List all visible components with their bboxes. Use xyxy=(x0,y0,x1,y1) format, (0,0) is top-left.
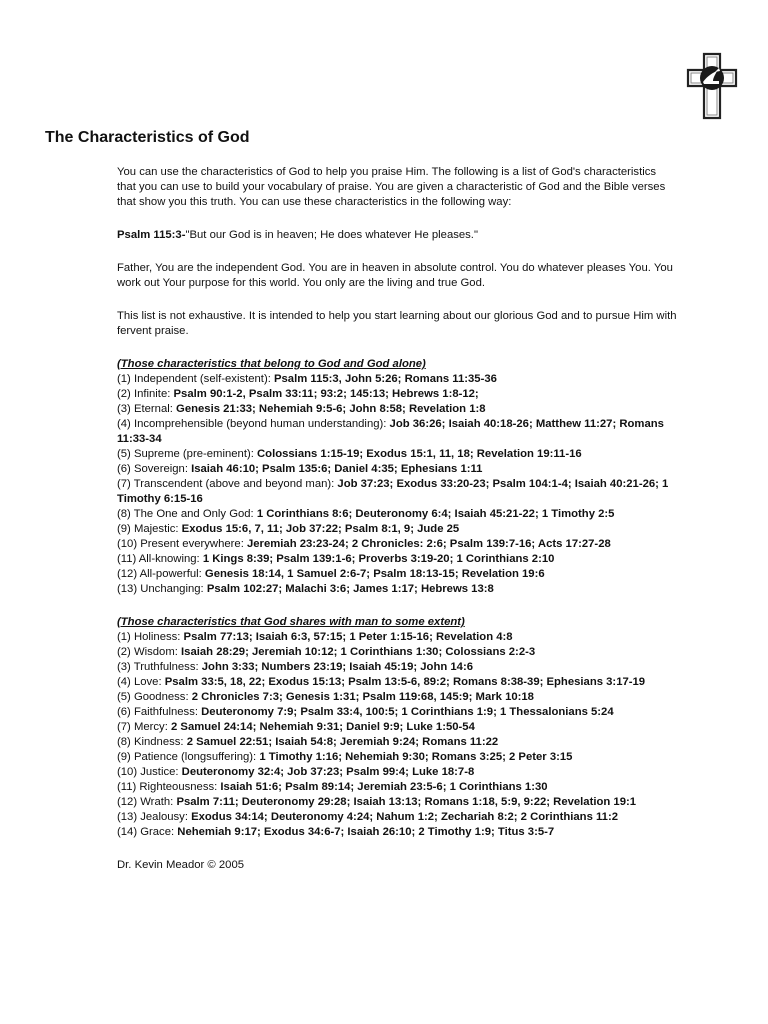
scripture-references: Psalm 90:1-2, Psalm 33:11; 93:2; 145:13; Hebrews 1:8-12; xyxy=(173,388,479,400)
characteristic-label: (13) Jealousy: xyxy=(117,811,192,823)
scripture-references: Isaiah 46:10; Psalm 135:6; Daniel 4:35; Ephesians 1:11 xyxy=(191,463,483,475)
characteristic-item xyxy=(117,645,677,660)
characteristic-label: (8) Kindness: xyxy=(117,736,187,748)
scripture-references: 1 Kings 8:39; Psalm 139:1-6; Proverbs 3:19-20; 1 Corinthians 2:10 xyxy=(202,553,555,565)
scripture-references: 2 Chronicles 7:3; Genesis 1:31; Psalm 119:68, 145:9; Mark 10:18 xyxy=(191,691,534,703)
page-title: The Characteristics of God xyxy=(45,129,250,146)
characteristic-item xyxy=(117,780,677,795)
characteristic-label: (3) Truthfulness: xyxy=(117,661,202,673)
scripture-references: Genesis 18:14, 1 Samuel 2:6-7; Psalm 18:13-15; Revelation 19:6 xyxy=(204,568,545,580)
scripture-references: Job 37:23; Exodus 33:20-23; Psalm 104:1-4; Isaiah 40:21-26; 1 Timothy 6:15-16 xyxy=(117,478,669,505)
section-heading-shared-with-man: (Those characteristics that God shares with man to some extent) xyxy=(117,616,465,628)
characteristic-label: (11) All-knowing: xyxy=(117,553,203,565)
characteristic-label: (9) Majestic: xyxy=(117,523,182,535)
characteristic-item xyxy=(117,567,677,582)
characteristic-label: (6) Faithfulness: xyxy=(117,706,202,718)
characteristics-list-god-alone xyxy=(117,372,677,597)
characteristic-item xyxy=(117,402,677,417)
cross-with-dove-logo-icon xyxy=(686,52,738,120)
characteristic-label: (4) Incomprehensible (beyond human understanding): xyxy=(117,418,390,430)
scripture-references: 1 Timothy 1:16; Nehemiah 9:30; Romans 3:25; 2 Peter 3:15 xyxy=(259,751,573,763)
characteristic-label: (7) Mercy: xyxy=(117,721,171,733)
scripture-references: John 3:33; Numbers 23:19; Isaiah 45:19; John 14:6 xyxy=(201,661,473,673)
section-heading-god-alone: (Those characteristics that belong to God and God alone) xyxy=(117,358,426,370)
scripture-references: Job 36:26; Isaiah 40:18-26; Matthew 11:27; Romans 11:33-34 xyxy=(117,418,664,445)
characteristic-item xyxy=(117,810,677,825)
characteristic-item xyxy=(117,507,677,522)
characteristic-label: (1) Independent (self-existent): xyxy=(117,373,274,385)
example-prayer-paragraph: Father, You are the independent God. You are in heaven in absolute control. You do whatever pleases You. You work out Your purpose for this world. You only are the living and true God. xyxy=(117,262,673,289)
characteristic-item xyxy=(117,372,677,387)
characteristic-label: (7) Transcendent (above and beyond man): xyxy=(117,478,338,490)
scripture-references: Psalm 77:13; Isaiah 6:3, 57:15; 1 Peter 1:15-16; Revelation 4:8 xyxy=(183,631,513,643)
characteristic-label: (1) Holiness: xyxy=(117,631,184,643)
scripture-references: Colossians 1:15-19; Exodus 15:1, 11, 18; Revelation 19:11-16 xyxy=(257,448,582,460)
characteristic-label: (14) Grace: xyxy=(117,826,178,838)
scripture-references: Deuteronomy 32:4; Job 37:23; Psalm 99:4; Luke 18:7-8 xyxy=(181,766,475,778)
characteristic-item xyxy=(117,690,677,705)
characteristic-label: (2) Infinite: xyxy=(117,388,174,400)
scripture-references: Isaiah 28:29; Jeremiah 10:12; 1 Corinthians 1:30; Colossians 2:2-3 xyxy=(181,646,536,658)
characteristic-label: (10) Justice: xyxy=(117,766,182,778)
characteristic-item xyxy=(117,660,677,675)
scripture-references: Exodus 15:6, 7, 11; Job 37:22; Psalm 8:1, 9; Jude 25 xyxy=(181,523,460,535)
characteristic-item xyxy=(117,720,677,735)
characteristic-label: (3) Eternal: xyxy=(117,403,177,415)
characteristic-item xyxy=(117,417,677,447)
scripture-references: Exodus 34:14; Deuteronomy 4:24; Nahum 1:2; Zechariah 8:2; 2 Corinthians 11:2 xyxy=(191,811,618,823)
scripture-references: 2 Samuel 24:14; Nehemiah 9:31; Daniel 9:9; Luke 1:50-54 xyxy=(170,721,475,733)
characteristic-item xyxy=(117,630,677,645)
characteristic-item xyxy=(117,765,677,780)
disclaimer-paragraph: This list is not exhaustive. It is intended to help you start learning about our glorious God and to pursue Him with fervent praise. xyxy=(117,310,677,337)
characteristic-label: (10) Present everywhere: xyxy=(117,538,247,550)
characteristic-item xyxy=(117,795,677,810)
example-verse-quote: "But our God is in heaven; He does whatever He pleases." xyxy=(185,229,478,241)
characteristic-item xyxy=(117,705,677,720)
example-verse xyxy=(117,228,677,243)
scripture-references: Genesis 21:33; Nehemiah 9:5-6; John 8:58; Revelation 1:8 xyxy=(176,403,486,415)
characteristic-label: (8) The One and Only God: xyxy=(117,508,257,520)
characteristic-label: (2) Wisdom: xyxy=(117,646,182,658)
characteristic-item xyxy=(117,825,677,840)
characteristic-label: (4) Love: xyxy=(117,676,165,688)
scripture-references: Psalm 33:5, 18, 22; Exodus 15:13; Psalm 13:5-6, 89:2; Romans 8:38-39; Ephesians 3:17-19 xyxy=(164,676,646,688)
scripture-references: 1 Corinthians 8:6; Deuteronomy 6:4; Isaiah 45:21-22; 1 Timothy 2:5 xyxy=(256,508,615,520)
characteristic-item xyxy=(117,462,677,477)
characteristic-item xyxy=(117,522,677,537)
scripture-references: Jeremiah 23:23-24; 2 Chronicles: 2:6; Psalm 139:7-16; Acts 17:27-28 xyxy=(246,538,611,550)
characteristic-item xyxy=(117,477,677,507)
intro-paragraph: You can use the characteristics of God to help you praise Him. The following is a list of God's characteristics that you can use to build your vocabulary of praise. You are given a characteristic of God and the Bible verses that show you this truth. You can use these characteristics in the following way: xyxy=(117,166,666,208)
characteristic-item xyxy=(117,387,677,402)
author-credit: Dr. Kevin Meador © 2005 xyxy=(117,859,245,871)
document-body xyxy=(117,165,677,873)
scripture-references: Psalm 102:27; Malachi 3:6; James 1:17; Hebrews 13:8 xyxy=(206,583,494,595)
characteristic-item xyxy=(117,537,677,552)
characteristic-label: (11) Righteousness: xyxy=(117,781,221,793)
characteristic-item xyxy=(117,552,677,567)
characteristic-label: (13) Unchanging: xyxy=(117,583,207,595)
characteristic-label: (6) Sovereign: xyxy=(117,463,192,475)
characteristic-item xyxy=(117,582,677,597)
scripture-references: Isaiah 51:6; Psalm 89:14; Jeremiah 23:5-6; 1 Corinthians 1:30 xyxy=(220,781,548,793)
scripture-references: Deuteronomy 7:9; Psalm 33:4, 100:5; 1 Corinthians 1:9; 1 Thessalonians 5:24 xyxy=(201,706,614,718)
characteristic-label: (5) Supreme (pre-eminent): xyxy=(117,448,258,460)
example-verse-reference: Psalm 115:3- xyxy=(117,229,186,241)
characteristic-item xyxy=(117,750,677,765)
characteristic-item xyxy=(117,675,677,690)
scripture-references: Nehemiah 9:17; Exodus 34:6-7; Isaiah 26:10; 2 Timothy 1:9; Titus 3:5-7 xyxy=(177,826,555,838)
characteristic-label: (12) All-powerful: xyxy=(117,568,205,580)
scripture-references: 2 Samuel 22:51; Isaiah 54:8; Jeremiah 9:24; Romans 11:22 xyxy=(186,736,499,748)
scripture-references: Psalm 115:3, John 5:26; Romans 11:35-36 xyxy=(273,373,497,385)
scripture-references: Psalm 7:11; Deuteronomy 29:28; Isaiah 13:13; Romans 1:18, 5:9, 9:22; Revelation 19:1 xyxy=(176,796,637,808)
characteristic-label: (5) Goodness: xyxy=(117,691,192,703)
characteristic-item xyxy=(117,735,677,750)
characteristic-item xyxy=(117,447,677,462)
characteristic-label: (12) Wrath: xyxy=(117,796,177,808)
characteristic-label: (9) Patience (longsuffering): xyxy=(117,751,260,763)
characteristics-list-shared xyxy=(117,630,677,840)
